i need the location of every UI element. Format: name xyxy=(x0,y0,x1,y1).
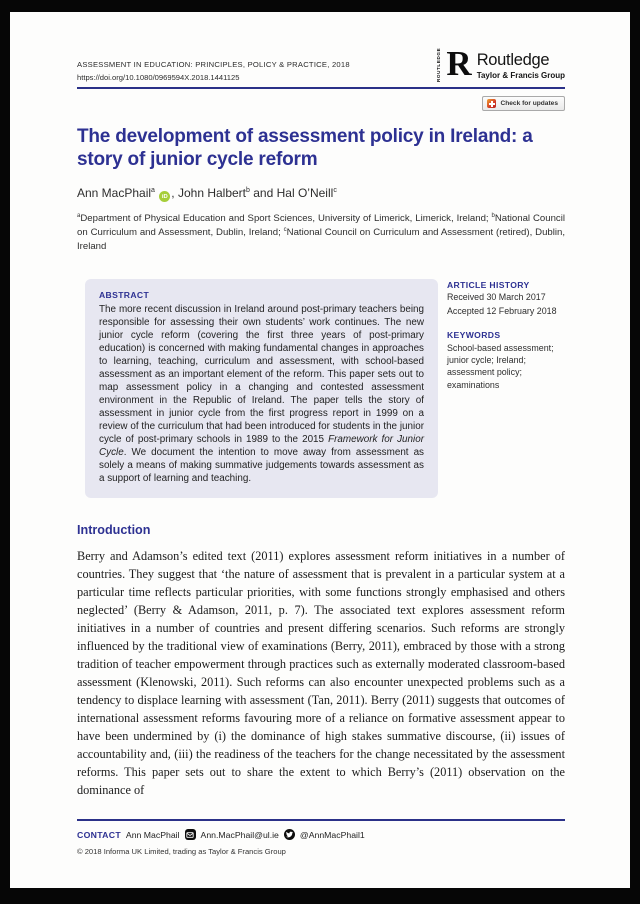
affil-sup-a: a xyxy=(77,213,81,220)
author-line xyxy=(77,186,565,203)
abstract-section xyxy=(77,279,565,498)
email-icon xyxy=(185,829,196,840)
publisher-name: Routledge xyxy=(476,51,550,69)
twitter-handle-link[interactable]: @AnnMacPhail1 xyxy=(299,829,365,840)
publisher-names xyxy=(477,51,565,80)
accepted-date: Accepted 12 February 2018 xyxy=(447,305,557,316)
header-divider xyxy=(77,87,565,89)
keywords-heading: KEYWORDS xyxy=(447,329,501,340)
abstract-text-2: . We document the intention to move away from assessment as solely a means of making summative judgements towards assessment as a support of learning and teaching. xyxy=(99,446,424,484)
author-1-sup: a xyxy=(151,186,155,194)
contact-label: CONTACT xyxy=(77,829,121,840)
affil-sup-b: b xyxy=(491,213,495,220)
publisher-group: Taylor & Francis Group xyxy=(476,71,565,80)
introduction-paragraph: Berry and Adamson’s edited text (2011) explores assessment reform initiatives in a number of countries. They suggest that ‘the nature of assessment that is prevalent in a particular system at a particular time reflects particular priorities, with some functions strongly emphasised and others neglected’ (Berry & Adamson, 2011, p. 7). The associated text explores assessment reform initiatives in a number of countries and present differing scenarios. Such reforms are strongly influenced by the traditional view of examinations (Berry, 2011), embraced by those with a strong tradition of teacher empowerment through practices such as externally moderated classroom-based assessment (Klenowski, 2011). Such reforms can also encounter unexpected problems such as a tendency to displace learning with assessment (Tan, 2011). Berry (2011) suggests that outcomes of international assessment reforms favouring more of a reliance on formative assessment appear to have been undermined by (i) the dominance of high stakes summative discourse, (ii) issues of accountability and, (iii) the readiness of the teachers for the change necessitated by the assessment reforms. This paper sets out to share the extent to which Berry’s (2011) observation on the dominance of xyxy=(77,548,565,797)
journal-info xyxy=(77,52,350,82)
page-header xyxy=(77,44,565,83)
doi-link[interactable]: https://doi.org/10.1080/0969594X.2018.1441125 xyxy=(77,73,240,82)
abstract-heading: ABSTRACT xyxy=(99,290,150,301)
article-title: The development of assessment policy in Ireland: a story of junior cycle reform xyxy=(77,126,533,170)
abstract-text xyxy=(99,304,424,486)
article-history-heading: ARTICLE HISTORY xyxy=(447,280,530,291)
author-1: Ann MacPhail xyxy=(77,185,152,200)
twitter-icon xyxy=(284,829,295,840)
article-meta-column xyxy=(447,279,565,498)
journal-title: ASSESSMENT IN EDUCATION: PRINCIPLES, POLICY & PRACTICE, 2018 xyxy=(77,60,350,69)
footer-divider xyxy=(77,819,565,821)
check-for-updates-label: Check for updates xyxy=(500,100,558,107)
author-sep-2: and xyxy=(249,185,277,200)
routledge-logo xyxy=(436,44,565,83)
author-2-sup: b xyxy=(246,186,250,194)
orcid-icon[interactable]: iD xyxy=(159,191,170,202)
contact-name: Ann MacPhail xyxy=(125,829,180,840)
section-heading-introduction: Introduction xyxy=(77,522,151,537)
received-date: Received 30 March 2017 xyxy=(447,292,546,303)
contact-row xyxy=(77,829,565,840)
author-sep-1: , xyxy=(171,185,178,200)
badge-row xyxy=(77,96,565,111)
author-2: John Halbert xyxy=(177,185,247,200)
footer xyxy=(77,819,565,856)
abstract-text-1: The more recent discussion in Ireland around post-primary teachers being responsible for assessing their own students’ work continues. The new junior cycle reform (covering the first three years of post-primary education) is concerned with making fundamental changes in approaches to learning, teaching, curriculum and assessment, with school-based assessment as an important element of the reform. This paper sets out to map assessment policy in a changing and contested assessment environment in the Republic of Ireland. The paper tells the story of assessment in junior cycle from the first progress report in 1999 on a review of the curriculum that had been introduced for students in the junior cycle of post-primary schools in 1989 to the 2015 xyxy=(99,304,424,445)
author-3: Hal O’Neill xyxy=(276,185,334,200)
crossmark-icon xyxy=(487,99,496,108)
keywords-list: School-based assessment; junior cycle; Ireland; assessment policy; examinations xyxy=(447,342,554,390)
affiliations xyxy=(77,212,565,253)
routledge-r-icon: R xyxy=(446,44,472,83)
affil-a: Department of Physical Education and Sport Sciences, University of Limerick, Limerick, Ireland; xyxy=(80,213,492,225)
paper-page xyxy=(10,12,630,888)
affil-b: National Council on Curriculum and Assessment, Dublin, Ireland; xyxy=(77,213,565,239)
affil-sup-c: c xyxy=(283,226,287,233)
abstract-box xyxy=(85,279,438,498)
contact-email-link[interactable]: Ann.MacPhail@ul.ie xyxy=(200,829,279,840)
routledge-vertical-text: ROUTLEDGE xyxy=(436,47,442,82)
author-3-sup: c xyxy=(333,186,337,194)
abstract-italic-title: Framework for Junior Cycle xyxy=(99,433,424,458)
keywords-block xyxy=(447,330,565,391)
affil-c: National Council on Curriculum and Assessment (retired), Dublin, Ireland xyxy=(77,227,566,252)
check-for-updates-button[interactable] xyxy=(482,96,565,111)
copyright-line: © 2018 Informa UK Limited, trading as Taylor & Francis Group xyxy=(77,847,286,856)
